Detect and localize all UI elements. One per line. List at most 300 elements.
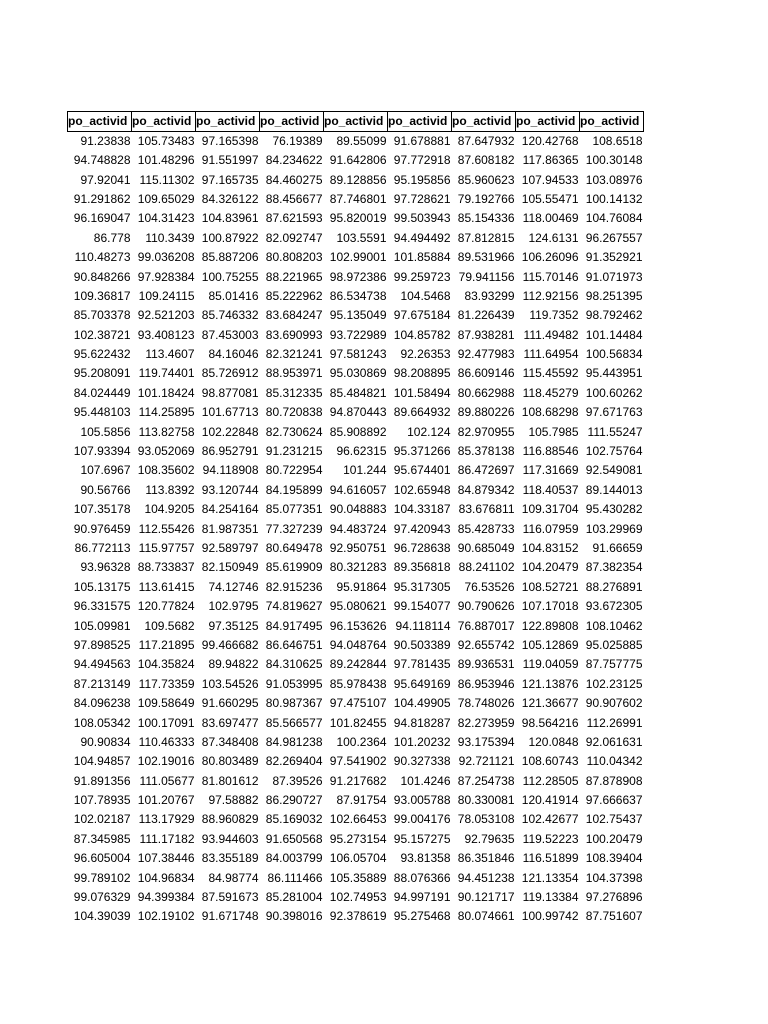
table-cell: 105.13175 <box>73 579 131 594</box>
table-cell: 104.76084 <box>585 211 643 226</box>
table-cell: 93.120744 <box>201 482 259 497</box>
table-cell: 97.475107 <box>329 696 387 711</box>
table-cell: 102.19102 <box>137 909 195 924</box>
table-cell: 119.13384 <box>522 890 579 905</box>
table-row <box>68 248 644 267</box>
table-row <box>68 170 644 189</box>
table-cell: 86.778 <box>93 230 131 245</box>
table-cell: 99.154077 <box>393 599 451 614</box>
table-cell: 104.20479 <box>521 560 579 575</box>
table-cell: 87.39526 <box>272 773 323 788</box>
table-cell: 87.621593 <box>265 211 323 226</box>
table-cell: 97.666637 <box>585 793 643 808</box>
table-cell: 102.9795 <box>208 599 259 614</box>
table-cell: 102.23125 <box>585 676 643 691</box>
column-header: po_activid <box>388 112 452 132</box>
table-cell: 101.48296 <box>137 153 195 168</box>
table-cell: 111.55247 <box>587 424 643 439</box>
table-cell: 92.26353 <box>400 347 451 362</box>
table-cell: 90.907602 <box>585 696 643 711</box>
table-row <box>68 345 644 364</box>
table-cell: 76.887017 <box>457 618 515 633</box>
table-cell: 95.273154 <box>329 831 387 846</box>
table-row <box>68 287 644 306</box>
table-cell: 87.591673 <box>201 890 259 905</box>
table-cell: 100.20479 <box>585 831 643 846</box>
table-row <box>68 364 644 383</box>
table-cell: 119.04059 <box>522 657 579 672</box>
table-cell: 76.19389 <box>272 134 323 148</box>
table-cell: 92.521203 <box>137 308 195 323</box>
table-cell: 107.6967 <box>80 463 131 478</box>
table-cell: 104.94857 <box>73 754 131 769</box>
table-cell: 108.68298 <box>521 405 579 420</box>
table-cell: 98.251395 <box>585 288 643 303</box>
table-cell: 85.887206 <box>201 250 259 265</box>
table-cell: 91.650568 <box>265 831 323 846</box>
table-cell: 85.281004 <box>265 890 323 905</box>
table-cell: 118.00469 <box>522 211 579 226</box>
table-cell: 87.254738 <box>457 773 515 788</box>
table-cell: 98.877081 <box>201 385 259 400</box>
table-cell: 102.74953 <box>329 890 387 905</box>
table-cell: 108.60743 <box>521 754 579 769</box>
table-cell: 105.35889 <box>329 870 387 885</box>
table-cell: 89.664932 <box>393 405 451 420</box>
table-row <box>68 132 644 152</box>
table-row <box>68 209 644 228</box>
table-cell: 85.960623 <box>457 172 515 187</box>
table-cell: 111.64954 <box>523 347 579 362</box>
table-cell: 88.733837 <box>137 560 195 575</box>
table-cell: 81.801612 <box>201 773 259 788</box>
table-cell: 95.448103 <box>73 405 131 420</box>
table-cell: 86.534738 <box>329 288 387 303</box>
table-cell: 95.371266 <box>393 444 451 459</box>
table-cell: 120.41914 <box>521 793 579 808</box>
table-cell: 91.642806 <box>329 153 387 168</box>
table-row <box>68 403 644 422</box>
table-cell: 86.772113 <box>74 541 131 555</box>
table-cell: 111.49482 <box>523 327 579 342</box>
table-cell: 99.004176 <box>393 812 451 827</box>
table-cell: 82.150949 <box>201 560 259 575</box>
table-cell: 115.70146 <box>522 269 579 284</box>
table-row <box>68 597 644 616</box>
table-cell: 92.061631 <box>585 734 643 749</box>
table-cell: 101.4246 <box>400 773 451 788</box>
table-cell: 94.997191 <box>393 890 451 905</box>
table-cell: 115.11302 <box>139 172 195 187</box>
table-cell: 95.317305 <box>393 579 451 594</box>
table-cell: 85.619909 <box>265 560 323 575</box>
table-row <box>68 849 644 868</box>
table-cell: 98.564216 <box>521 715 579 730</box>
table-cell: 89.531966 <box>457 250 515 265</box>
column-header: po_activid <box>196 112 260 132</box>
table-cell: 93.052069 <box>137 444 195 459</box>
table-cell: 114.25895 <box>138 405 195 420</box>
table-cell: 90.56766 <box>80 482 131 497</box>
table-cell: 104.31423 <box>137 211 195 226</box>
table-cell: 120.77824 <box>137 599 195 614</box>
table-cell: 104.33187 <box>393 502 451 517</box>
table-cell: 102.65948 <box>393 482 451 497</box>
table-cell: 97.928384 <box>137 269 195 284</box>
table-cell: 88.076366 <box>393 870 451 885</box>
table-cell: 76.53526 <box>464 579 515 594</box>
table-cell: 97.35125 <box>208 618 259 633</box>
table-cell: 86.111466 <box>267 870 323 885</box>
table-cell: 104.9205 <box>144 502 195 517</box>
table-cell: 91.217682 <box>329 773 387 788</box>
table-cell: 93.81358 <box>400 851 451 866</box>
table-row <box>68 500 644 519</box>
table-cell: 90.685049 <box>457 541 515 555</box>
table-cell: 117.86365 <box>522 153 579 168</box>
column-header: po_activid <box>516 112 580 132</box>
table-cell: 107.78935 <box>73 793 131 808</box>
table-cell: 79.941156 <box>458 269 515 284</box>
table-cell: 96.267557 <box>585 230 643 245</box>
table-cell: 104.96834 <box>137 870 195 885</box>
table-cell: 85.484821 <box>329 385 387 400</box>
table-cell: 85.378138 <box>457 444 515 459</box>
table-cell: 102.99001 <box>329 250 387 265</box>
table-cell: 80.662988 <box>457 385 515 400</box>
table-cell: 100.75255 <box>201 269 259 284</box>
table-cell: 101.18424 <box>137 385 195 400</box>
table-cell: 84.310625 <box>265 657 323 672</box>
table-cell: 117.31669 <box>522 463 579 478</box>
table-cell: 97.420943 <box>393 521 451 536</box>
table-cell: 84.024449 <box>73 385 131 400</box>
table-cell: 80.808203 <box>265 250 323 265</box>
table-cell: 115.45592 <box>522 366 579 381</box>
table-cell: 109.65029 <box>137 191 195 206</box>
table-cell: 95.674401 <box>393 463 451 478</box>
table-cell: 100.14132 <box>585 191 643 206</box>
table-cell: 82.321241 <box>265 347 323 362</box>
table-cell: 110.3439 <box>145 230 195 245</box>
table-cell: 116.51899 <box>522 851 579 866</box>
table-cell: 105.55471 <box>521 191 579 206</box>
column-header: po_activid <box>580 112 644 132</box>
table-cell: 84.460275 <box>265 172 323 187</box>
table-cell: 100.56834 <box>585 347 643 362</box>
table-cell: 97.675184 <box>393 308 451 323</box>
table-cell: 78.748026 <box>457 696 515 711</box>
table-cell: 88.456677 <box>265 191 323 206</box>
table-cell: 88.241102 <box>458 560 515 575</box>
column-header: po_activid <box>452 112 516 132</box>
table-cell: 94.870443 <box>329 405 387 420</box>
table-cell: 106.05704 <box>329 851 387 866</box>
table-cell: 80.321283 <box>329 560 387 575</box>
table-cell: 102.38721 <box>73 327 131 342</box>
table-cell: 84.003799 <box>265 851 323 866</box>
table-row <box>68 636 644 655</box>
table-row <box>68 481 644 500</box>
table-cell: 89.94822 <box>208 657 259 672</box>
column-header: po_activid <box>260 112 324 132</box>
table-cell: 109.31704 <box>521 502 579 517</box>
table-header <box>68 112 644 132</box>
table-cell: 101.67713 <box>201 405 259 420</box>
table-cell: 91.551997 <box>201 153 259 168</box>
table-cell: 109.24115 <box>138 288 195 303</box>
table-row <box>68 791 644 810</box>
table-cell: 86.646751 <box>265 637 323 652</box>
table-cell: 100.99742 <box>521 909 579 924</box>
table-cell: 95.080621 <box>329 599 387 614</box>
table-cell: 85.077351 <box>265 502 323 517</box>
table-cell: 95.443951 <box>585 366 643 381</box>
table-cell: 93.005788 <box>393 793 451 808</box>
table-cell: 113.8392 <box>145 482 195 497</box>
data-table <box>67 111 644 927</box>
table-cell: 95.025885 <box>585 637 643 652</box>
table-cell: 99.036208 <box>137 250 195 265</box>
table-cell: 121.13354 <box>521 870 579 885</box>
table-cell: 85.746332 <box>201 308 259 323</box>
table-cell: 91.071973 <box>585 269 643 284</box>
table-cell: 117.73359 <box>138 676 195 691</box>
table-cell: 84.981238 <box>265 734 323 749</box>
table-cell: 85.726912 <box>201 366 259 381</box>
table-cell: 97.58882 <box>208 793 259 808</box>
table-cell: 94.818287 <box>393 715 451 730</box>
table-cell: 110.48273 <box>74 250 131 265</box>
table-cell: 117.21895 <box>138 637 195 652</box>
table-cell: 85.908892 <box>329 424 387 439</box>
table-cell: 95.135049 <box>329 308 387 323</box>
table-cell: 84.254164 <box>201 502 259 517</box>
table-cell: 100.60262 <box>585 385 643 400</box>
table-cell: 97.772918 <box>393 153 451 168</box>
table-cell: 87.878908 <box>585 773 643 788</box>
table-cell: 84.879342 <box>457 482 515 497</box>
table-cell: 95.208091 <box>73 366 131 381</box>
table-cell: 99.503943 <box>393 211 451 226</box>
table-cell: 87.213149 <box>73 676 131 691</box>
table-cell: 81.226439 <box>457 308 515 323</box>
table-cell: 91.671748 <box>201 909 259 924</box>
table-cell: 84.917495 <box>265 618 323 633</box>
table-cell: 95.649169 <box>393 676 451 691</box>
table-cell: 95.195856 <box>393 172 451 187</box>
table-cell: 91.231215 <box>265 444 323 459</box>
table-cell: 92.589797 <box>201 541 259 555</box>
table-cell: 94.048764 <box>329 637 387 652</box>
table-cell: 95.430282 <box>585 502 643 517</box>
table-cell: 91.66659 <box>592 541 643 555</box>
table-cell: 80.722954 <box>265 463 323 478</box>
table-cell: 96.728638 <box>393 541 451 555</box>
table-cell: 95.275468 <box>393 909 451 924</box>
table-cell: 124.6131 <box>528 230 579 245</box>
table-cell: 108.39404 <box>585 851 643 866</box>
table-cell: 82.915236 <box>265 579 323 594</box>
table-cell: 84.326122 <box>201 191 259 206</box>
table-cell: 100.30148 <box>585 153 643 168</box>
table-cell: 109.58649 <box>137 696 195 711</box>
table-cell: 93.672305 <box>585 599 643 614</box>
table-cell: 105.09981 <box>73 618 131 633</box>
table-cell: 104.39039 <box>73 909 131 924</box>
table-cell: 89.55099 <box>336 134 387 148</box>
table-row <box>68 694 644 713</box>
table-cell: 79.192766 <box>457 191 515 206</box>
table-cell: 98.792462 <box>585 308 643 323</box>
table-cell: 83.355189 <box>201 851 259 866</box>
table-cell: 107.38446 <box>137 851 195 866</box>
table-cell: 105.12869 <box>521 637 579 652</box>
table-cell: 102.66453 <box>329 812 387 827</box>
table-row <box>68 306 644 325</box>
table-cell: 83.93299 <box>464 288 515 303</box>
table-cell: 107.93394 <box>73 444 131 459</box>
table-cell: 91.291862 <box>73 191 131 206</box>
table-cell: 94.118908 <box>202 463 259 478</box>
table-cell: 97.671763 <box>585 405 643 420</box>
table-cell: 102.75437 <box>585 812 643 827</box>
table-cell: 80.330081 <box>457 793 515 808</box>
table-cell: 105.73483 <box>137 134 195 148</box>
table-cell: 108.6518 <box>592 134 643 148</box>
table-cell: 86.609146 <box>457 366 515 381</box>
table-cell: 101.20767 <box>137 793 195 808</box>
table-cell: 119.74401 <box>138 366 195 381</box>
table-row <box>68 422 644 441</box>
table-cell: 85.01416 <box>208 288 259 303</box>
table-cell: 101.20232 <box>393 734 451 749</box>
table-row <box>68 616 644 635</box>
table-cell: 92.721121 <box>458 754 515 769</box>
table-cell: 85.703378 <box>73 308 131 323</box>
table-cell: 109.5682 <box>144 618 195 633</box>
table-cell: 107.35178 <box>73 502 131 517</box>
table-cell: 85.312335 <box>265 385 323 400</box>
table-cell: 122.89808 <box>521 618 579 633</box>
table-cell: 108.05342 <box>73 715 131 730</box>
table-cell: 104.83961 <box>201 211 259 226</box>
table-cell: 87.453003 <box>201 327 259 342</box>
table-row <box>68 558 644 577</box>
table-cell: 97.898525 <box>73 637 131 652</box>
table-cell: 106.26096 <box>521 250 579 265</box>
table-cell: 85.978438 <box>329 676 387 691</box>
table-cell: 107.17018 <box>521 599 579 614</box>
table-cell: 87.938281 <box>457 327 515 342</box>
table-cell: 112.92156 <box>522 288 579 303</box>
table-cell: 74.12746 <box>208 579 259 594</box>
table-cell: 101.58494 <box>393 385 451 400</box>
table-cell: 89.128856 <box>329 172 387 187</box>
table-cell: 91.352921 <box>585 250 643 265</box>
table-cell: 113.4607 <box>145 347 195 362</box>
table-cell: 89.356818 <box>393 560 451 575</box>
table-cell: 102.19016 <box>137 754 195 769</box>
table-cell: 82.970955 <box>457 424 515 439</box>
table-cell: 95.91864 <box>336 579 387 594</box>
table-cell: 102.22848 <box>201 424 259 439</box>
table-cell: 90.503389 <box>393 637 451 652</box>
table-cell: 99.789102 <box>73 870 131 885</box>
column-header: po_activid <box>68 112 132 132</box>
table-cell: 82.269404 <box>265 754 323 769</box>
table-cell: 84.096238 <box>73 696 131 711</box>
table-row <box>68 519 644 538</box>
table-cell: 104.5468 <box>400 288 451 303</box>
table-row <box>68 190 644 209</box>
table-cell: 94.616057 <box>329 482 387 497</box>
table-cell: 83.697477 <box>201 715 259 730</box>
table-cell: 108.35602 <box>137 463 195 478</box>
table-cell: 104.85782 <box>393 327 451 342</box>
table-cell: 97.541902 <box>329 754 387 769</box>
table-cell: 94.483724 <box>329 521 387 536</box>
table-cell: 87.647932 <box>457 134 515 148</box>
table-cell: 110.04342 <box>586 754 643 769</box>
table-cell: 89.936531 <box>457 657 515 672</box>
table-cell: 112.28505 <box>522 773 579 788</box>
table-cell: 87.345985 <box>73 831 131 846</box>
table-cell: 86.952791 <box>201 444 259 459</box>
table-cell: 116.07959 <box>522 521 579 536</box>
table-cell: 87.608182 <box>457 153 515 168</box>
table-row <box>68 326 644 345</box>
table-cell: 94.451238 <box>457 870 515 885</box>
table-row <box>68 733 644 752</box>
table-row <box>68 442 644 461</box>
table-cell: 96.62315 <box>336 444 387 459</box>
table-cell: 93.944603 <box>201 831 259 846</box>
table-row <box>68 384 644 403</box>
table-cell: 92.378619 <box>329 909 387 924</box>
table-cell: 94.494492 <box>393 230 451 245</box>
table-cell: 113.17929 <box>138 812 195 827</box>
table-cell: 84.195899 <box>265 482 323 497</box>
table-cell: 119.7352 <box>529 308 579 323</box>
table-cell: 102.02187 <box>73 812 131 827</box>
table-cell: 87.757775 <box>585 657 643 672</box>
table-cell: 103.29969 <box>585 521 643 536</box>
table-cell: 103.08976 <box>585 172 643 187</box>
table-cell: 104.35824 <box>137 657 195 672</box>
table-cell: 93.722989 <box>329 327 387 342</box>
table-cell: 88.960829 <box>201 812 259 827</box>
table-row <box>68 151 644 170</box>
table-cell: 96.605004 <box>73 851 131 866</box>
table-cell: 86.953946 <box>457 676 515 691</box>
table-cell: 111.05677 <box>139 773 195 788</box>
table-cell: 92.477983 <box>457 347 515 362</box>
table-cell: 108.10462 <box>585 618 643 633</box>
table-cell: 102.42677 <box>521 812 579 827</box>
table-cell: 83.690993 <box>265 327 323 342</box>
table-cell: 104.83152 <box>521 541 579 555</box>
table-cell: 101.14484 <box>585 327 643 342</box>
table-cell: 89.242844 <box>329 657 387 672</box>
table-cell: 97.276896 <box>585 890 643 905</box>
table-cell: 86.472697 <box>457 463 515 478</box>
table-cell: 118.40537 <box>522 482 579 497</box>
table-cell: 91.660295 <box>201 696 259 711</box>
table-cell: 97.781435 <box>393 657 451 672</box>
table-cell: 104.49905 <box>393 696 451 711</box>
table-row <box>68 267 644 286</box>
